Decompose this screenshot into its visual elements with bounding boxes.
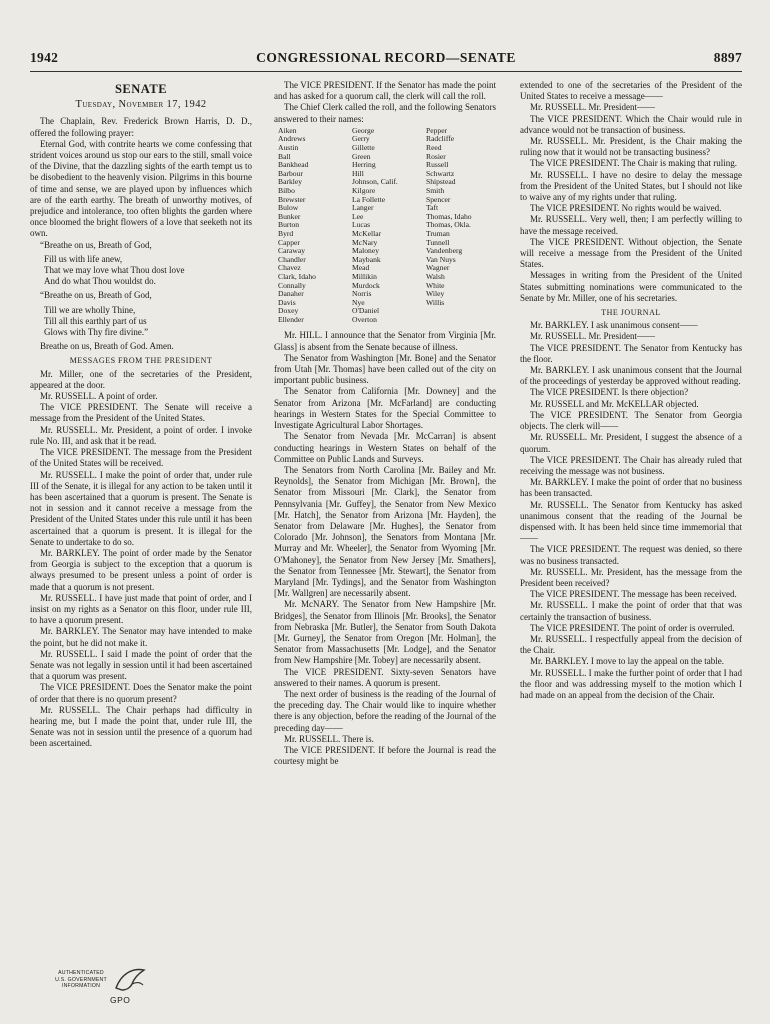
roll-call-name: Maloney bbox=[352, 247, 379, 256]
roll-call-name: Andrews bbox=[278, 135, 306, 144]
roll-call-name: Mead bbox=[352, 264, 370, 273]
roll-call-name: Willis bbox=[426, 298, 445, 307]
col1-paras-b bbox=[30, 369, 252, 750]
paragraph: Mr. BARKLEY. I make the point of order that no business has been transacted. bbox=[520, 477, 742, 499]
paragraph: Mr. RUSSELL. The Chair perhaps had difficulty in hearing me, but I made the point that, under rule III, the Senate was not in session until the presence of a quorum had been ascertained. bbox=[30, 704, 252, 749]
roll-call-name: Rosier bbox=[426, 152, 446, 161]
paragraph: Mr. RUSSELL. The Senator from Kentucky has asked unanimous consent that the reading of the Journal be dispensed with. It has been held since time immemorial that—— bbox=[520, 499, 742, 544]
col3-paras-a bbox=[520, 80, 742, 304]
roll-call-name: Lee bbox=[352, 212, 364, 221]
roll-call-name: Connally bbox=[278, 281, 306, 290]
col3-paras-b bbox=[520, 320, 742, 701]
roll-call-name: Byrd bbox=[278, 229, 294, 238]
column-1 bbox=[30, 80, 252, 950]
session-date: Tuesday, November 17, 1942 bbox=[75, 99, 207, 111]
roll-call-name: Langer bbox=[352, 204, 374, 213]
roll-call-name: Murdock bbox=[352, 281, 380, 290]
header-rule bbox=[30, 71, 742, 72]
paragraph: Mr. RUSSELL. Mr. President, a point of order. I invoke rule No. III, and ask that it be read. bbox=[30, 424, 252, 446]
paragraph: The VICE PRESIDENT. The Senator from Georgia objects. The clerk will—— bbox=[520, 409, 742, 432]
paragraph: Messages in writing from the President of the United States submitting nominations were communicated to the Senate by Mr. Miller, one of his secretaries. bbox=[520, 270, 742, 303]
roll-call-name: Brewster bbox=[278, 195, 306, 204]
roll-call-name: Chavez bbox=[278, 264, 301, 273]
roll-call-name: Barkley bbox=[278, 178, 303, 187]
paragraph: Mr. RUSSELL. I make the point of order that that was certainly the transaction of business. bbox=[520, 600, 742, 622]
paragraph: The Chief Clerk called the roll, and the following Senators answered to their names: bbox=[274, 102, 496, 124]
verse-lead: “Breathe on us, Breath of God, bbox=[40, 290, 152, 301]
paragraph: Mr. HILL. I announce that the Senator from Virginia [Mr. Glass] is absent from the Senate because of illness. bbox=[274, 330, 496, 352]
roll-call-name: Gerry bbox=[352, 135, 370, 144]
roll-call-name: Nye bbox=[352, 298, 365, 307]
paragraph: Mr. RUSSELL. I have just made that point of order, and I insist on my rights as a Senator on this floor, under rule III, to have a quorum present. bbox=[30, 592, 252, 626]
roll-call-name bbox=[426, 316, 496, 325]
paragraph: Mr. McNARY. The Senator from New Hampshire [Mr. Bridges], the Senator from Illinois [Mr. Brooks], the Senator from Nebraska [Mr. Butler], the Senator from South Dakota [Mr. Gurney], the Senator from Oregon [Mr. Holman], the Senator from Massachusetts [Mr. Lodge], and the Senator from New Hampshire [Mr. Tobey] are necessarily absent. bbox=[274, 599, 496, 666]
verse-line: That we may love what Thou dost love bbox=[44, 265, 185, 276]
paragraph: The Senator from Nevada [Mr. McCarran] is absent conducting hearings in Western States on behalf of the Committee on Public Lands and Surveys. bbox=[274, 431, 496, 464]
paragraph: The VICE PRESIDENT. If the Senator has made the point and has asked for a quorum call, the clerk will call the roll. bbox=[274, 80, 496, 102]
roll-call-name: La Follette bbox=[352, 195, 386, 204]
paragraph: The Chaplain, Rev. Frederick Brown Harris, D. D., offered the following prayer: bbox=[30, 116, 252, 138]
col2-paras-b bbox=[274, 330, 496, 767]
paragraph: The VICE PRESIDENT. The Chair is making that ruling. bbox=[530, 158, 737, 169]
hymn-verse-2 bbox=[44, 305, 252, 339]
paragraph: Mr. RUSSELL. Mr. President—— bbox=[530, 102, 656, 113]
roll-call-name: Doxey bbox=[278, 307, 299, 316]
paragraph: Mr. BARKLEY. I ask unanimous consent—— bbox=[530, 320, 698, 331]
paragraph: The Senator from Washington [Mr. Bone] and the Senator from Utah [Mr. Thomas] have been called out of the city on important public business. bbox=[274, 352, 496, 386]
paragraph: Mr. RUSSELL. Mr. President, I suggest the absence of a quorum. bbox=[520, 432, 742, 454]
roll-call-name: Davis bbox=[278, 298, 296, 307]
roll-call-name: Barbour bbox=[278, 169, 303, 178]
roll-call-name: Bunker bbox=[278, 212, 301, 221]
paragraph: Mr. RUSSELL. There is. bbox=[284, 733, 374, 744]
paragraph: The VICE PRESIDENT. Without objection, the Senate will receive a message from the President of the United States. bbox=[520, 236, 742, 270]
roll-call-name: McNary bbox=[352, 238, 378, 247]
paragraph: The Senator from California [Mr. Downey] and the Senator from Arizona [Mr. McFarland] are conducting hearings in Western States for the Special Committee to Investigate Agricultural Labor Shortages. bbox=[274, 386, 496, 431]
roll-call-name: White bbox=[426, 281, 445, 290]
roll-call-name: Russell bbox=[426, 161, 449, 170]
paragraph: Mr. RUSSELL. I have no desire to delay the message from the President of the United States, but I should not like to waive any of my rights under that ruling. bbox=[520, 169, 742, 203]
roll-call-name: Aiken bbox=[278, 126, 297, 135]
roll-call-name: Chandler bbox=[278, 255, 306, 264]
roll-call-name: Radcliffe bbox=[426, 135, 455, 144]
roll-call-name: Van Nuys bbox=[426, 255, 456, 264]
roll-call-name: Hill bbox=[352, 169, 364, 178]
roll-call-name: Thomas, Okla. bbox=[426, 221, 471, 230]
gpo-authentication-seal bbox=[52, 966, 162, 1010]
paragraph: The VICE PRESIDENT. The request was denied, so there was no business transacted. bbox=[520, 544, 742, 566]
verse-line: Glows with Thy fire divine.” bbox=[44, 327, 149, 338]
roll-call-name: Reed bbox=[426, 144, 442, 152]
paragraph: The VICE PRESIDENT. The Senate will receive a message from the President of the United States. bbox=[30, 402, 252, 424]
verse-line: Fill us with life anew, bbox=[44, 253, 123, 264]
paragraph: The VICE PRESIDENT. The Senator from Kentucky has the floor. bbox=[520, 342, 742, 364]
roll-call-name: Herring bbox=[352, 161, 376, 170]
paragraph: Mr. RUSSELL and Mr. McKELLAR objected. bbox=[530, 398, 699, 409]
paragraph: extended to one of the secretaries of the President of the United States to receive a message—— bbox=[520, 80, 742, 102]
roll-call-name: Bankhead bbox=[278, 161, 309, 170]
roll-call-name: O'Daniel bbox=[352, 307, 380, 316]
paragraph: The Senators from North Carolina [Mr. Bailey and Mr. Reynolds], the Senator from Michigan [Mr. Brown], the Senator from Missouri [Mr. Clark], the Senator from Pennsylvania [Mr. Guffey], the Senator from New Mexico [Mr. Hatch], the Senator from Arizona [Mr. Hayden], the Senator from Delaware [Mr. Hughes], the Senator from Colorado [Mr. Johnson], the Senators from Montana [Mr. Murray and Mr. Wheeler], the Senator from Wyoming [Mr. O'Mahoney], the Senator from New Jersey [Mr. Smathers], the Senator from Tennessee [Mr. Stewart], the Senator from Maryland [Mr. Tydings], and the Senator from Washington [Mr. Wallgren] are necessarily absent. bbox=[274, 464, 496, 599]
paragraph: Mr. RUSSELL. A point of order. bbox=[40, 391, 158, 402]
paragraph: Mr. RUSSELL. Very well, then; I am perfectly willing to have the message received. bbox=[520, 214, 742, 236]
header-page-number: 8897 bbox=[713, 50, 742, 65]
section-heading: THE JOURNAL bbox=[601, 308, 661, 318]
eagle-icon bbox=[112, 966, 148, 996]
amen-line: Breathe on us, Breath of God. Amen. bbox=[40, 341, 174, 352]
roll-call-name: Ball bbox=[278, 152, 291, 161]
roll-call-name: Gillette bbox=[352, 144, 375, 152]
roll-call-name: Pepper bbox=[426, 126, 448, 135]
paragraph: The VICE PRESIDENT. If before the Journal is read the courtesy might be bbox=[274, 744, 496, 767]
roll-call-name: Tunnell bbox=[426, 238, 450, 247]
roll-call-name: Austin bbox=[278, 144, 299, 152]
roll-call-name: Millikin bbox=[352, 272, 377, 281]
roll-call-name: Norris bbox=[352, 290, 372, 299]
header-title: CONGRESSIONAL RECORD—SENATE bbox=[256, 50, 516, 65]
header-year: 1942 bbox=[30, 50, 59, 65]
paragraph: The VICE PRESIDENT. The Chair has already ruled that receiving the message was not business. bbox=[520, 454, 742, 476]
roll-call-name: Capper bbox=[278, 238, 300, 247]
roll-call-name: Danaher bbox=[278, 290, 304, 299]
roll-call-name: Green bbox=[352, 152, 371, 161]
paragraph: The VICE PRESIDENT. The message has been received. bbox=[530, 589, 737, 600]
paragraph: Mr. BARKLEY. The Senator may have intended to make the point, but he did not make it. bbox=[30, 626, 252, 648]
seal-caption bbox=[52, 970, 110, 990]
roll-call-name: Clark, Idaho bbox=[278, 272, 316, 281]
seal-line: U.S. GOVERNMENT bbox=[55, 976, 107, 983]
roll-call-names bbox=[278, 127, 496, 325]
roll-call-name: Bulow bbox=[278, 204, 299, 213]
verse-line: Till we are wholly Thine, bbox=[44, 304, 136, 315]
roll-call-name: Spencer bbox=[426, 195, 451, 204]
seal-line: AUTHENTICATED bbox=[58, 970, 104, 976]
roll-call-name: McKellar bbox=[352, 229, 382, 238]
paragraph: Eternal God, with contrite hearts we come confessing that strident voices around us stop our ears to the still, small voice of the Divine, that the dazzling sights of the earth tempt us to be disobedient to the heavenly vision. Pilgrims in this bourne of time and sense, we are played upon by influences which are of the earth earthy. The breath of unworthy motives, of prejudice and intolerance, too often blights the garden where once bloomed the bright flowers of a love that seeketh not its own. bbox=[30, 138, 252, 239]
roll-call-name: Truman bbox=[426, 229, 450, 238]
page-header bbox=[30, 50, 742, 70]
roll-call-name: Burton bbox=[278, 221, 300, 230]
seal-line: INFORMATION bbox=[61, 983, 101, 989]
roll-call-name: Overton bbox=[352, 315, 377, 324]
roll-call-name: Thomas, Idaho bbox=[426, 212, 472, 221]
verse-line: And do what Thou wouldst do. bbox=[44, 276, 156, 287]
paragraph: Mr. BARKLEY. I move to lay the appeal on the table. bbox=[530, 656, 725, 667]
section-heading: MESSAGES FROM THE PRESIDENT bbox=[69, 356, 213, 366]
roll-call-name: Wiley bbox=[426, 290, 445, 299]
paragraph: Mr. RUSSELL. I make the further point of order that I had the floor and was addressing myself to the motion which I had made on an appeal from the decision of the Chair. bbox=[520, 667, 742, 700]
paragraph: “Breathe on us, Breath of God, bbox=[40, 239, 152, 250]
roll-call-name: Kilgore bbox=[352, 186, 376, 195]
roll-call-name: Vandenberg bbox=[426, 247, 463, 256]
roll-call-name bbox=[426, 307, 496, 316]
roll-call-name: Ellender bbox=[278, 315, 304, 324]
roll-call-name: George bbox=[352, 126, 375, 135]
paragraph: The VICE PRESIDENT. The point of order is overruled. bbox=[530, 622, 735, 633]
roll-call-name: Caraway bbox=[278, 247, 305, 256]
paragraph: The VICE PRESIDENT. No rights would be waived. bbox=[530, 203, 722, 214]
roll-call-name: Lucas bbox=[352, 221, 371, 230]
col1-paras-a bbox=[30, 116, 252, 250]
senate-heading: SENATE bbox=[114, 82, 168, 96]
roll-call-name: Wagner bbox=[426, 264, 450, 273]
verse-line: Till all this earthly part of us bbox=[44, 315, 147, 326]
roll-call-name: Maybank bbox=[352, 255, 381, 264]
paragraph: Mr. RUSSELL. I respectfully appeal from the decision of the Chair. bbox=[520, 633, 742, 656]
paragraph: The VICE PRESIDENT. Does the Senator make the point of order that there is no quorum present? bbox=[30, 682, 252, 704]
paragraph: The VICE PRESIDENT. The message from the President of the United States will be received. bbox=[30, 447, 252, 469]
roll-call-name: Johnson, Calif. bbox=[352, 178, 398, 187]
hymn-verse-1 bbox=[44, 254, 252, 288]
paragraph: Mr. RUSSELL. Mr. President, has the message from the President been received? bbox=[520, 566, 742, 588]
paragraph: Mr. BARKLEY. The point of order made by the Senator from Georgia is subject to the exception that a quorum is always presumed to be present unless a point of order is made that a quorum is not present. bbox=[30, 547, 252, 592]
paragraph: The VICE PRESIDENT. Which the Chair would rule in advance would not be transaction of business. bbox=[520, 113, 742, 135]
gpo-mark: GPO bbox=[110, 995, 131, 1005]
column-2 bbox=[274, 80, 496, 950]
paragraph: Mr. RUSSELL. Mr. President—— bbox=[530, 331, 656, 342]
roll-call-name: Schwartz bbox=[426, 169, 455, 178]
paragraph: Mr. RUSSELL. I said I made the point of order that the Senate was not legally in session until it had been ascertained that a quorum was present. bbox=[30, 648, 252, 682]
roll-call-name: Shipstead bbox=[426, 178, 456, 187]
paragraph: Mr. RUSSELL. Mr. President, is the Chair making the ruling now that it would not be transacting business? bbox=[520, 136, 742, 158]
paragraph: Mr. Miller, one of the secretaries of the President, appeared at the door. bbox=[30, 368, 252, 390]
paragraph: The VICE PRESIDENT. Sixty-seven Senators have answered to their names. A quorum is present. bbox=[274, 666, 496, 688]
paragraph: Mr. RUSSELL. I make the point of order that, under rule III of the Senate, it is illegal for any action to be taken until it has been ascertained that a quorum is present. The Senate is not in session and it cannot receive a message from the President of the United States under this rule until it has been ascertained that a quorum is present. It is illegal for the Senate to undertake to do so. bbox=[30, 469, 252, 547]
paragraph: Mr. BARKLEY. I ask unanimous consent that the Journal of the proceedings of yesterday be approved without reading. bbox=[520, 365, 742, 387]
paragraph: The next order of business is the reading of the Journal of the preceding day. The Chair would like to inquire whether there is any objection, before the reading of the Journal of the preceding day—— bbox=[274, 688, 496, 733]
paragraph: The VICE PRESIDENT. Is there objection? bbox=[530, 387, 689, 398]
roll-call-name: Smith bbox=[426, 186, 445, 195]
roll-call-name: Taft bbox=[426, 204, 439, 213]
column-3 bbox=[520, 80, 742, 950]
roll-call-name: Walsh bbox=[426, 272, 445, 281]
roll-call-name: Bilbo bbox=[278, 186, 295, 195]
